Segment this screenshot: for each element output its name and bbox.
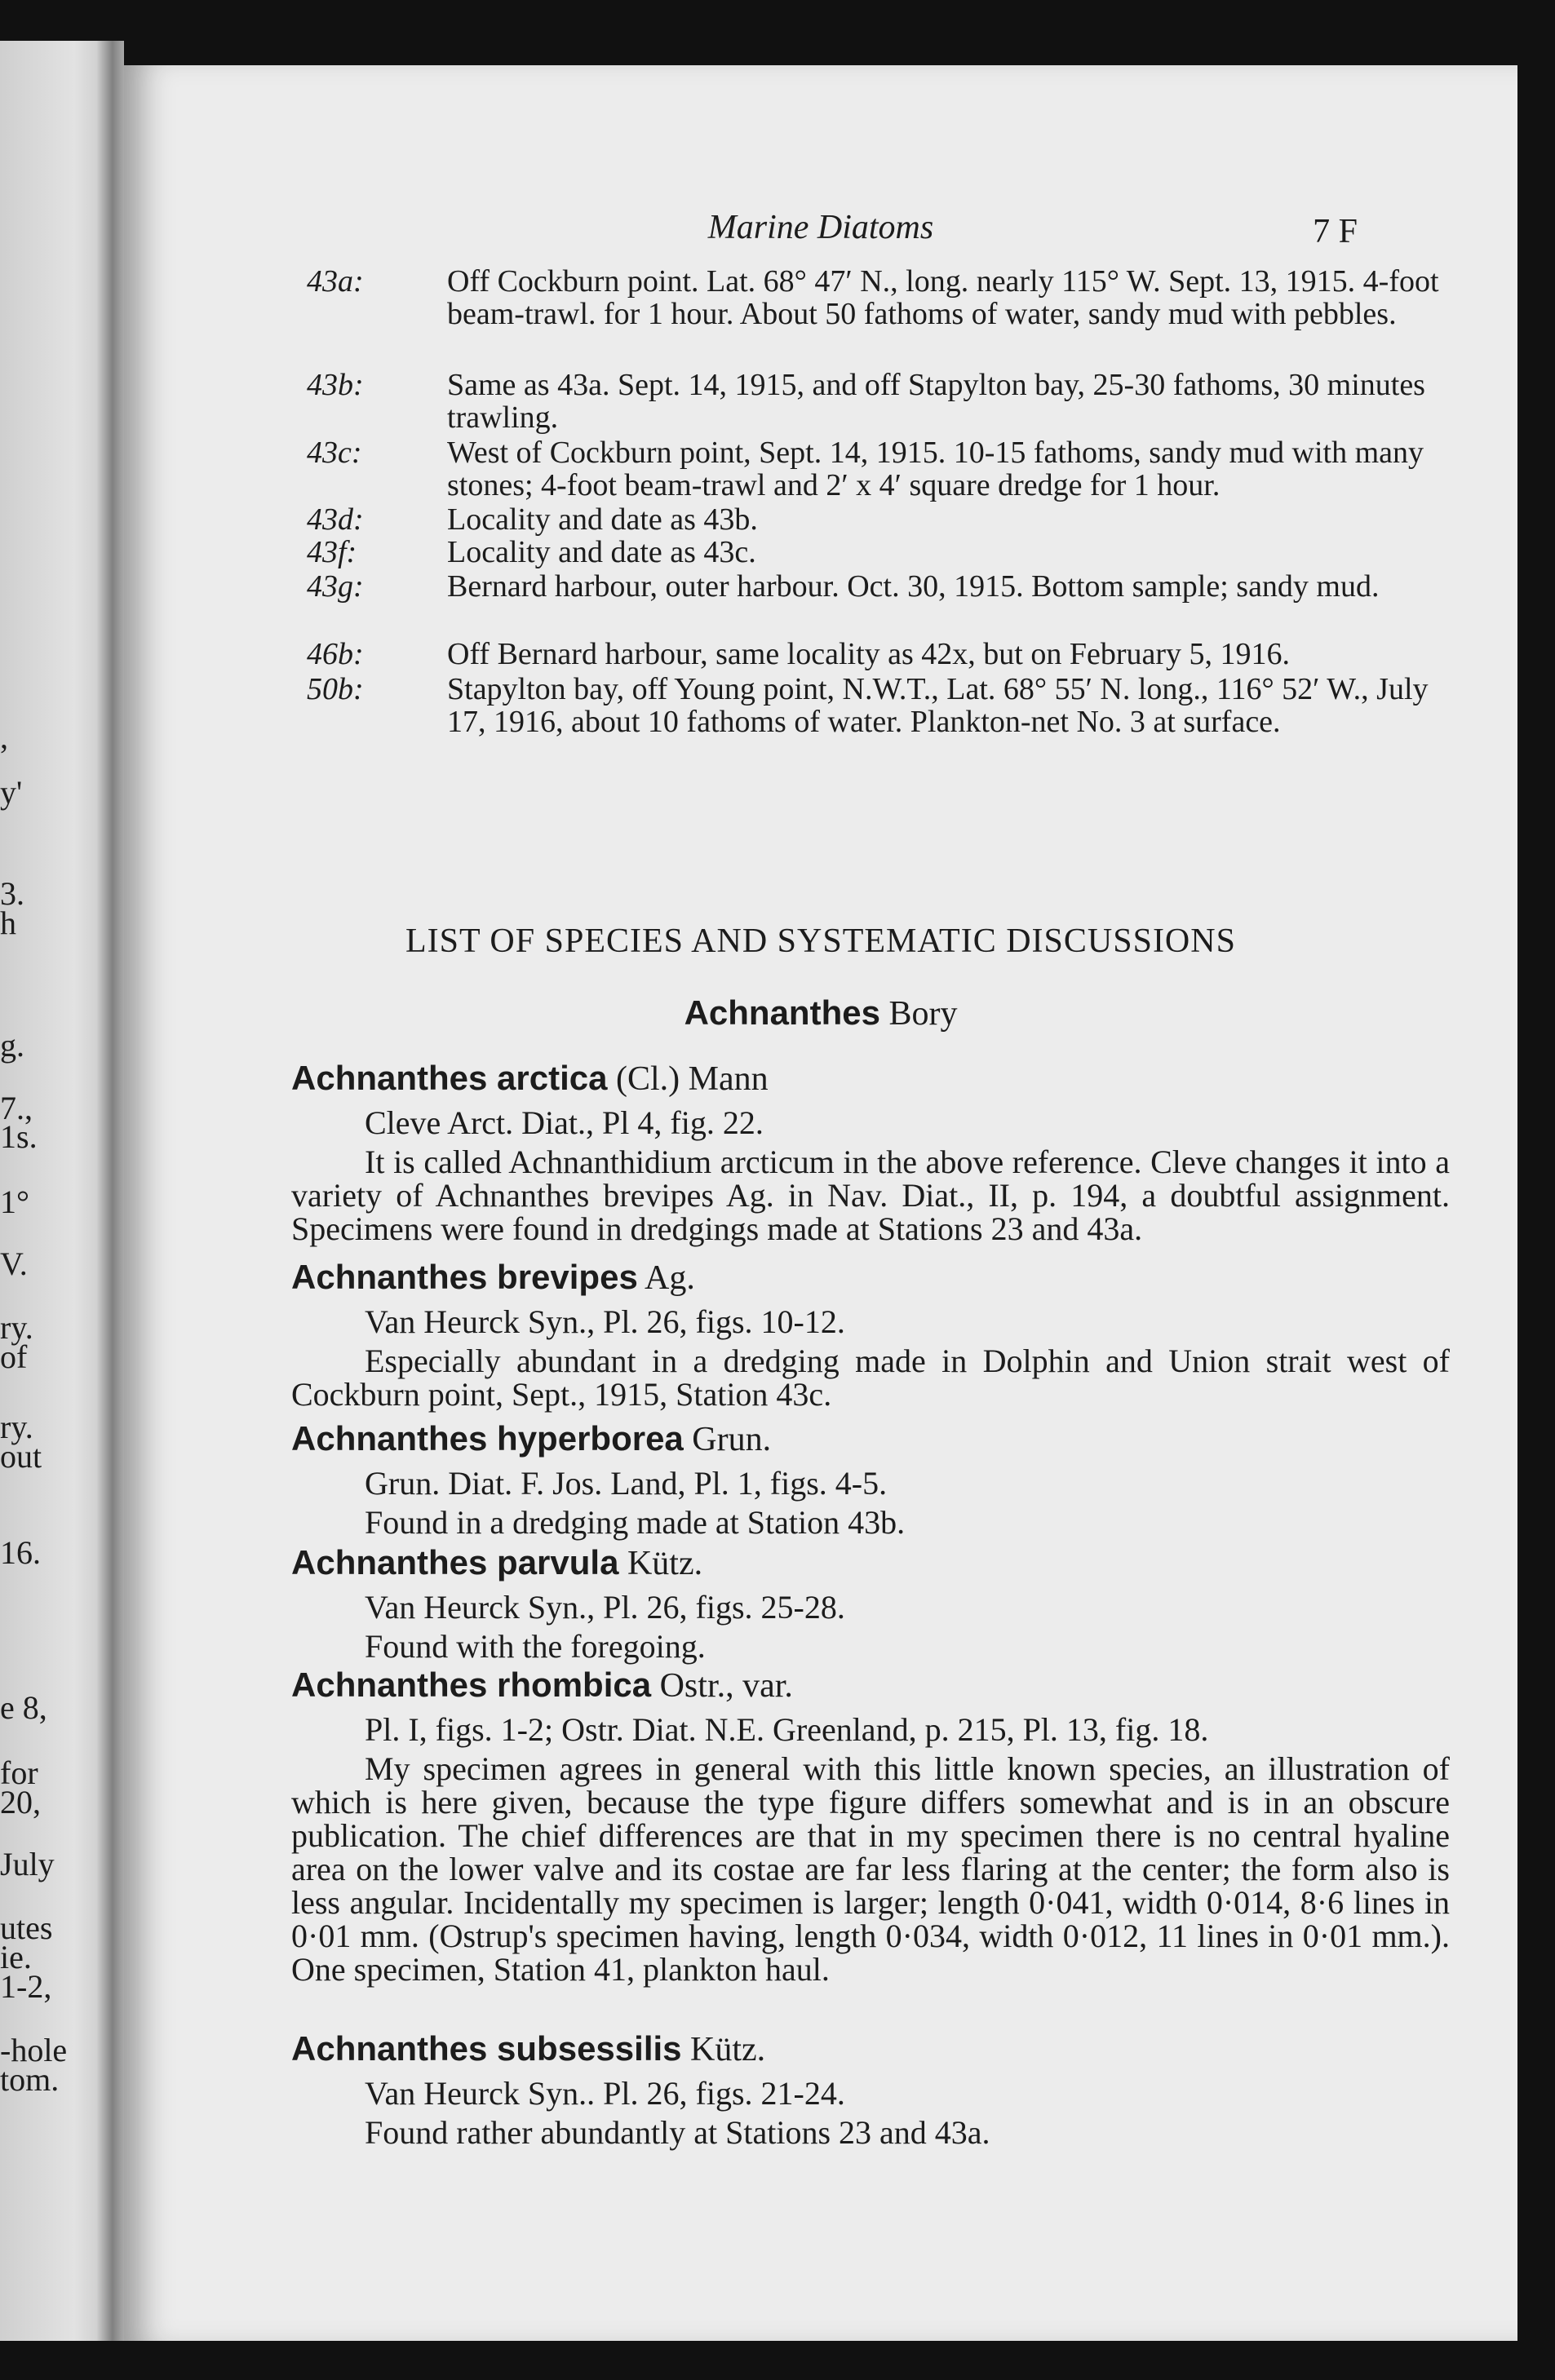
facing-page-fragment: 20, [0,1784,41,1820]
species-heading [291,1258,1450,1298]
species-entry [291,2029,1450,2149]
station-description: Same as 43a. Sept. 14, 1915, and off Stapylton bay, 25-30 fathoms, 30 minutes trawling. [447,368,1425,435]
facing-page-fragment: y' [0,774,23,811]
species-reference: Van Heurck Syn.. Pl. 26, figs. 21-24. [365,2075,845,2112]
facing-page-fragment: 1-2, [0,1968,52,2005]
facing-page-fragment: ie. [0,1939,32,1975]
species-author: Kütz. [690,2031,766,2068]
species-author: (Cl.) Mann [615,1060,769,1098]
species-discussion: Found rather abundantly at Stations 23 and 43a. [365,2114,990,2151]
species-entry [291,1419,1450,1539]
species-heading [291,1666,1450,1705]
facing-page-fragment: e 8, [0,1689,47,1726]
species-entry [291,1059,1450,1245]
facing-page-edge [0,41,124,2341]
station-entry [307,673,1465,738]
station-entry [307,536,1465,568]
species-reference: Van Heurck Syn., Pl. 26, figs. 10-12. [365,1303,845,1340]
species-reference: Grun. Diat. F. Jos. Land, Pl. 1, figs. 4-5. [365,1465,888,1502]
section-title: LIST OF SPECIES AND SYSTEMATIC DISCUSSIONS [405,922,1236,960]
facing-page-fragment: 3. [0,875,24,912]
station-entry [307,369,1465,434]
station-code: 43f: [307,535,357,569]
facing-page-fragment: h [0,905,16,941]
facing-page-fragment: -hole [0,2032,68,2068]
species-heading [291,1059,1450,1099]
species-author: Ostr., var. [659,1667,793,1705]
species-name: Achnanthes parvula [291,1543,619,1582]
species-entry [291,1666,1450,1986]
species-author: Grun. [692,1421,772,1458]
station-description: Bernard harbour, outer harbour. Oct. 30, 1915. Bottom sample; sandy mud. [447,569,1380,604]
species-discussion: Found in a dredging made at Station 43b. [365,1504,906,1541]
facing-page-fragment: 7., [0,1090,33,1126]
species-entry [291,1258,1450,1411]
facing-page-fragment: for [0,1754,38,1791]
facing-page-fragment: 1° [0,1183,29,1220]
facing-page-fragment: tom. [0,2061,60,2098]
facing-page-fragment: out [0,1438,42,1475]
facing-page-fragment: g. [0,1027,24,1064]
species-name: Achnanthes hyperborea [291,1419,684,1458]
species-author: Kütz. [627,1545,703,1582]
facing-page-fragment: 1s. [0,1118,38,1155]
species-reference: Van Heurck Syn., Pl. 26, figs. 25-28. [365,1589,845,1626]
facing-page-fragment: July [0,1846,55,1882]
station-description: Stapylton bay, off Young point, N.W.T., Lat. 68° 55′ N. long., 116° 52′ W., July 17, 1916, about 10 fathoms of water. Plankton-net No. 3 at surface. [447,672,1429,739]
facing-page-fragment: of [0,1338,28,1375]
facing-page-fragment: V. [0,1245,28,1282]
facing-page-fragment: ry. [0,1409,33,1445]
species-name: Achnanthes subsessilis [291,2029,682,2068]
genus-heading [124,993,1517,1033]
station-code: 50b: [307,672,364,706]
species-author: Ag. [645,1259,695,1297]
station-entry [307,503,1465,536]
facing-page-fragment: , [0,719,8,755]
station-code: 46b: [307,637,364,671]
species-name: Achnanthes brevipes [291,1258,638,1296]
station-code: 43b: [307,368,364,402]
facing-page-fragment: utes [0,1909,53,1946]
species-reference: Pl. I, figs. 1-2; Ostr. Diat. N.E. Greenland, p. 215, Pl. 13, fig. 18. [365,1711,1209,1748]
running-head: Marine Diatoms [707,209,934,246]
station-entry [307,638,1465,670]
genus-author: Bory [888,995,958,1033]
species-discussion: Found with the foregoing. [365,1628,706,1665]
station-description: West of Cockburn point, Sept. 14, 1915. 10-15 fathoms, sandy mud with many stones; 4-foot beam-trawl and 2′ x 4′ square dredge for 1 hour. [447,436,1424,502]
species-heading [291,1543,1450,1583]
station-entry [307,436,1465,502]
station-entry [307,265,1465,330]
station-code: 43a: [307,264,364,299]
species-heading [291,2029,1450,2069]
species-entry [291,1543,1450,1663]
station-code: 43d: [307,502,364,537]
book-page [124,65,1517,2341]
station-code: 43g: [307,569,364,604]
station-description: Locality and date as 43c. [447,535,756,569]
facing-page-fragment: 16. [0,1534,41,1571]
species-name: Achnanthes arctica [291,1059,608,1097]
station-entry [307,570,1465,603]
species-discussion: My specimen agrees in general with this little known species, an illustration of which is here given, because the type figure differs somewhat and is in an obscure publication. The chief differences are that in my specimen there is no central hyaline area on the lower valve and its costae are far less flaring at the center; the form also is less angular. Incidentally my specimen is larger; length 0·041, width 0·014, 8·6 lines in 0·01 mm. (Ostrup's specimen having, length 0·034, width 0·012, 11 lines in 0·01 mm.). One specimen, Station 41, plankton haul. [291,1750,1450,1988]
station-description: Off Bernard harbour, same locality as 42x, but on February 5, 1916. [447,637,1291,671]
station-description: Off Cockburn point. Lat. 68° 47′ N., long. nearly 115° W. Sept. 13, 1915. 4-foot beam-trawl. for 1 hour. About 50 fathoms of water, sandy mud with pebbles. [447,264,1439,331]
species-name: Achnanthes rhombica [291,1666,652,1704]
book-gutter [96,41,124,2341]
species-discussion: Especially abundant in a dredging made in Dolphin and Union strait west of Cockburn point, Sept., 1915, Station 43c. [291,1343,1450,1413]
species-reference: Cleve Arct. Diat., Pl 4, fig. 22. [365,1104,764,1141]
station-code: 43c: [307,436,362,470]
species-discussion: It is called Achnanthidium arcticum in the above reference. Cleve changes it into a variety of Achnanthes brevipes Ag. in Nav. Diat., II, p. 194, a doubtful assignment. Specimens were found in dredgings made at Stations 23 and 43a. [291,1144,1450,1247]
species-heading [291,1419,1450,1459]
genus-name: Achnanthes [684,993,880,1032]
station-description: Locality and date as 43b. [447,502,758,537]
facing-page-fragment: ry. [0,1309,33,1346]
page-number: 7 F [1313,213,1358,250]
